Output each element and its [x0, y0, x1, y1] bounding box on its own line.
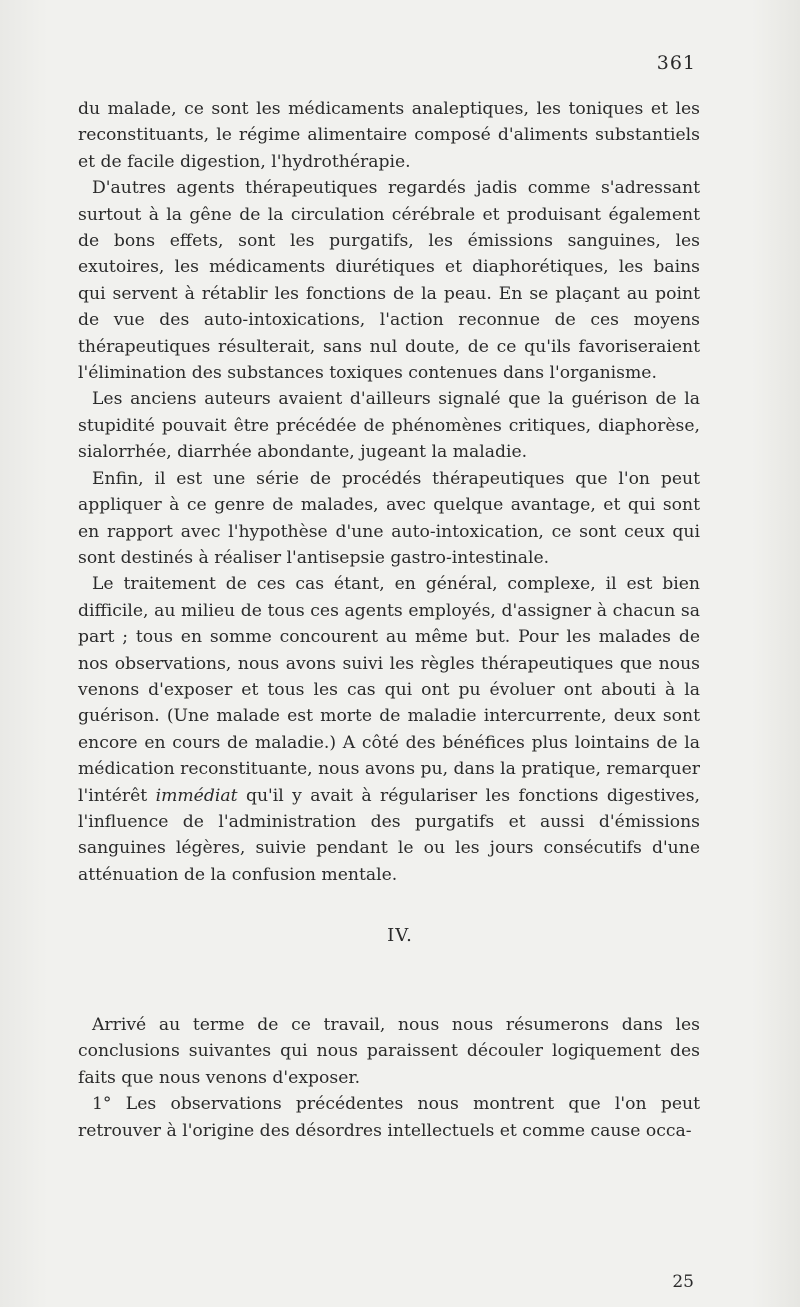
- section-paragraph-1: Arrivé au terme de ce travail, nous nous résumerons dans les conclusions suivantes qui nous paraissent découler logiquement des faits que nous venons d'exposer.: [78, 1015, 700, 1088]
- signature-mark: 25: [672, 1272, 694, 1292]
- italic-word: immédiat: [155, 785, 238, 806]
- paragraph-5-part-1: Le traitement de ces cas étant, en général, complexe, il est bien difficile, au milieu de tous ces agents employés, d'assigner à chacun sa part ; tous en somme concourent au même but. Pour les malades de nos observations, nous avons suivi les règles thérapeutiques que nous venons d'exposer et tous les cas qui ont pu évoluer ont abouti à la guérison. (Une malade est morte de maladie intercurrente, deux sont encore en cours de maladie.) A côté des bénéfices plus lointains de la médication reconstituante, nous avons pu, dans la pratique, remarquer l'intérêt: [78, 574, 700, 806]
- paragraph-5-part-2: qu'il y avait à régulariser les fonctions digestives, l'influence de l'administration des purgatifs et aussi d'émissions sanguines légères, suivie pendant le ou les jours consécutifs d'une atténuation de la confusion mentale.: [78, 785, 700, 885]
- paragraph-2: D'autres agents thérapeutiques regardés jadis comme s'adressant surtout à la gêne de la circulation cérébrale et produisant également de bons effets, sont les purgatifs, les émissions sanguines, les exutoires, les médicaments diurétiques et diaphorétiques, les bains qui servent à rétablir les fonctions de la peau. En se plaçant au point de vue des auto-intoxications, l'action reconnue de ces moyens thérapeutiques résulterait, sans nul doute, de ce qu'ils favoriseraient l'élimination des substances toxiques contenues dans l'organisme.: [78, 178, 700, 384]
- section-paragraph-2: 1° Les observations précédentes nous montrent que l'on peut retrouver à l'origine des désordres intellectuels et comme cause occa-: [78, 1094, 700, 1141]
- section-text: [78, 1012, 700, 1144]
- section-heading: IV.: [387, 925, 413, 946]
- paragraph-1: du malade, ce sont les médicaments analeptiques, les toniques et les reconstituants, le régime alimentaire composé d'aliments substantiels et de facile digestion, l'hydrothérapie.: [78, 99, 700, 172]
- paragraph-4: Enfin, il est une série de procédés thérapeutiques que l'on peut appliquer à ce genre de malades, avec quelque avantage, et qui sont en rapport avec l'hypothèse d'une auto-intoxication, ce sont ceux qui sont destinés à réaliser l'antisepsie gastro-intestinale.: [78, 468, 700, 568]
- main-text: [78, 96, 700, 888]
- paragraph-5: [78, 571, 700, 888]
- paragraph-3: Les anciens auteurs avaient d'ailleurs signalé que la guérison de la stupidité pouvait être précédée de phénomènes critiques, diaphorèse, sialorrhée, diarrhée abondante, jugeant la maladie.: [78, 389, 700, 463]
- page-number: 361: [656, 52, 696, 74]
